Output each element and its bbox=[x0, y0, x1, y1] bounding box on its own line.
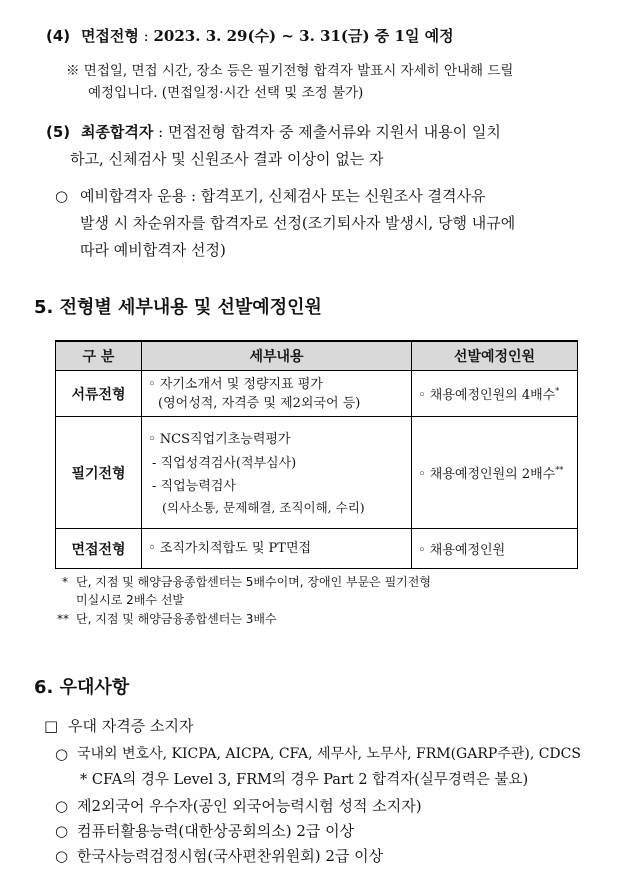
detail-line: ◦ NCS직업기초능력평가 bbox=[148, 431, 291, 447]
table-header-row bbox=[56, 341, 578, 371]
detail-line: ◦ 조직가치적합도 및 PT면접 bbox=[148, 541, 312, 556]
item-bullet: ○ bbox=[55, 797, 69, 815]
step4-label: 면접전형 bbox=[80, 27, 139, 45]
footnote2-mark: ** bbox=[57, 612, 69, 626]
header-category: 구 분 bbox=[56, 341, 142, 371]
count-mark: * bbox=[555, 386, 560, 396]
details-cell bbox=[142, 371, 412, 417]
selection-table bbox=[55, 340, 578, 569]
step4-number: (4) bbox=[46, 27, 71, 45]
detail-line: ◦ 자기소개서 및 정량지표 평가 bbox=[148, 376, 323, 392]
step4-note-line1: ※ 면접일, 면접 시간, 장소 등은 필기전형 합격자 발표시 자세히 안내해 드릴 bbox=[66, 63, 514, 79]
detail-line: (영어성적, 자격증 및 제2외국어 등) bbox=[158, 395, 361, 411]
footnote1-line1: 단, 지점 및 해양금융종합센터는 5배수이며, 장애인 부문은 필기전형 bbox=[76, 575, 431, 589]
item-bullet: ○ bbox=[55, 745, 69, 763]
section6-title: 6. 우대사항 bbox=[34, 677, 130, 698]
item-bullet: ○ bbox=[55, 847, 69, 865]
count-text: ◦ 채용예정인원의 2배수 bbox=[418, 467, 556, 482]
step5-label: 최종합격자 bbox=[80, 123, 154, 141]
preferred-item: 컴퓨터활용능력(대한상공회의소) 2급 이상 bbox=[77, 822, 355, 840]
detail-line: - 직업능력검사 bbox=[152, 478, 236, 494]
count-cell bbox=[412, 417, 578, 529]
stage-cell: 서류전형 bbox=[56, 371, 142, 417]
reserve-bullet: ○ bbox=[55, 187, 69, 205]
details-cell bbox=[142, 529, 412, 569]
box-label: 우대 자격증 소지자 bbox=[68, 717, 194, 735]
count-text: ◦ 채용예정인원 bbox=[418, 543, 506, 558]
footnote1-mark: * bbox=[62, 575, 68, 589]
preferred-item: 국내외 변호사, KICPA, AICPA, CFA, 세무사, 노무사, FRM(GARP주관), CDCS bbox=[77, 746, 581, 762]
reserve-line1: 예비합격자 운용 : 합격포기, 신체검사 또는 신원조사 결격사유 bbox=[80, 187, 486, 205]
header-count: 선발예정인원 bbox=[412, 341, 578, 371]
preferred-item-note: * CFA의 경우 Level 3, FRM의 경우 Part 2 합격자(실무경력은 불요) bbox=[80, 772, 529, 788]
step5-number: (5) bbox=[46, 123, 71, 141]
count-text: ◦ 채용예정인원의 4배수 bbox=[418, 388, 556, 403]
footnote1-line2: 미실시로 2배수 선발 bbox=[76, 593, 185, 607]
footnote2-text: 단, 지점 및 해양금융종합센터는 3배수 bbox=[76, 612, 277, 626]
item-bullet: ○ bbox=[55, 822, 69, 840]
detail-line: (의사소통, 문제해결, 조직이해, 수리) bbox=[162, 499, 365, 515]
reserve-line3: 따라 예비합격자 선정) bbox=[80, 241, 226, 259]
step4-note-line2: 예정입니다. (면접일정·시간 선택 및 조정 불가) bbox=[88, 85, 364, 101]
reserve-line2: 발생 시 차순위자를 합격자로 선정(조기퇴사자 발생시, 당행 내규에 bbox=[80, 214, 516, 232]
table-row bbox=[56, 371, 578, 417]
header-details: 세부내용 bbox=[142, 341, 412, 371]
count-cell bbox=[412, 371, 578, 417]
preferred-item: 제2외국어 우수자(공인 외국어능력시험 성적 소지자) bbox=[77, 797, 422, 815]
count-mark: ** bbox=[555, 465, 564, 475]
step5-line2: 하고, 신체검사 및 신원조사 결과 이상이 없는 자 bbox=[70, 150, 384, 168]
details-cell bbox=[142, 417, 412, 529]
step4-separator: : bbox=[138, 27, 154, 45]
table-row bbox=[56, 529, 578, 569]
stage-cell: 필기전형 bbox=[56, 417, 142, 529]
step4-line bbox=[46, 26, 454, 46]
detail-line: - 직업성격검사(적부심사) bbox=[152, 455, 297, 471]
stage-cell: 면접전형 bbox=[56, 529, 142, 569]
box-bullet: □ bbox=[44, 717, 59, 735]
count-cell bbox=[412, 529, 578, 569]
step5-line1-text: : 면접전형 합격자 중 제출서류와 지원서 내용이 일치 bbox=[153, 123, 501, 141]
step5-line1 bbox=[46, 122, 501, 142]
preferred-item: 한국사능력검정시험(국사편찬위원회) 2급 이상 bbox=[77, 847, 384, 865]
section5-title: 5. 전형별 세부내용 및 선발예정인원 bbox=[34, 297, 322, 318]
step4-value: 2023. 3. 29(수) ~ 3. 31(금) 중 1일 예정 bbox=[153, 27, 454, 45]
table-row bbox=[56, 417, 578, 529]
